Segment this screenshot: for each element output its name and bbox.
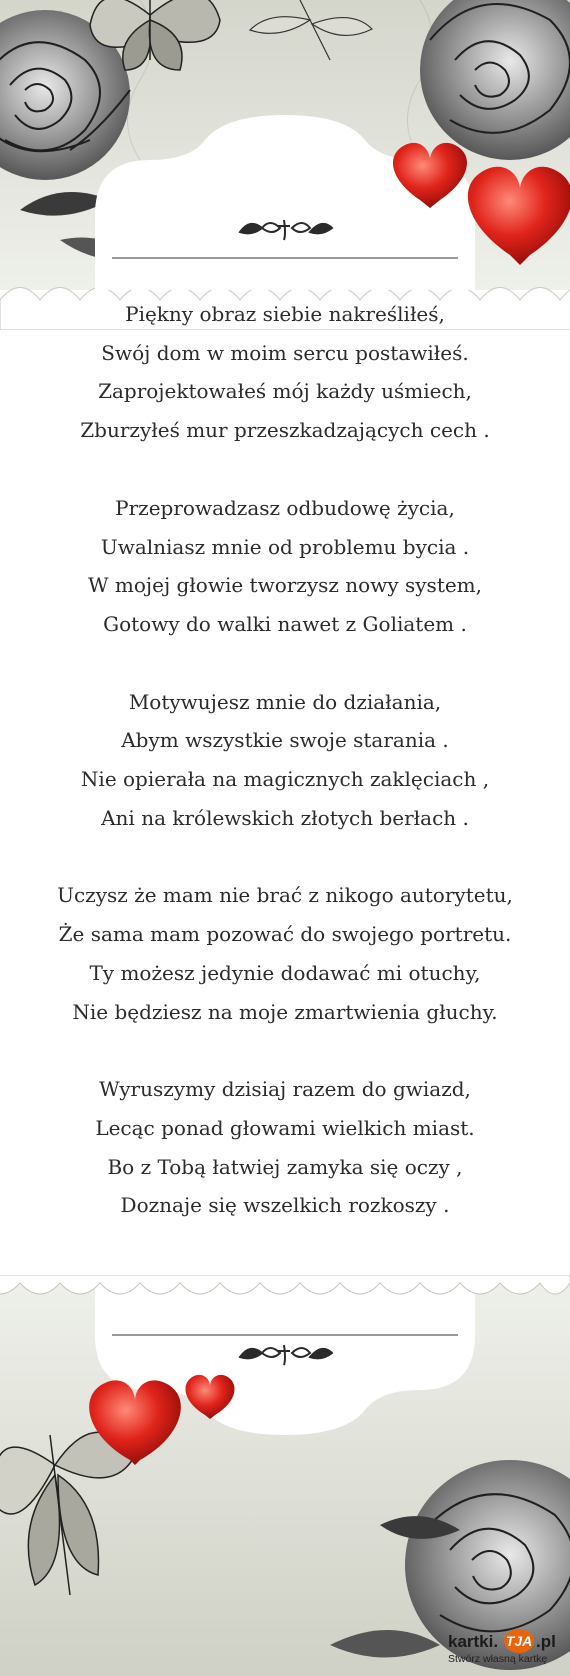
poem-line: Swój dom w moim sercu postawiłeś. (101, 340, 469, 365)
poem-line: Doznaje się wszelkich rozkoszy . (120, 1193, 450, 1218)
top-decoration (0, 0, 570, 330)
poem-line: Piękny obraz siebie nakreśliłeś, (125, 302, 445, 326)
poem-line: Przeprowadzasz odbudowę życia, (115, 495, 455, 520)
poem-line: Gotowy do walki nawet z Goliatem . (103, 611, 467, 636)
poem-line: W mojej głowie tworzysz nowy system, (87, 573, 483, 598)
poem-line: Uwalniasz mnie od problemu bycia . (100, 534, 470, 559)
stanza (0, 1070, 570, 1225)
stanza (0, 489, 570, 644)
poem-line: Uczysz że mam nie brać z nikogo autorytetu, (57, 883, 513, 908)
brand-logo[interactable] (448, 1632, 560, 1668)
poem-line: Lecąc ponad głowami wielkich miast. (95, 1115, 475, 1140)
poem-line: Motywujesz mnie do działania, (128, 689, 442, 714)
bottom-decoration (0, 1275, 570, 1676)
poem (0, 295, 570, 1380)
lace-border-icon (0, 1275, 570, 1294)
poem-line: Zburzyłeś mur przeszkadzających cech . (80, 418, 490, 443)
poem-line: Bo z Tobą łatwiej zamyka się oczy , (107, 1154, 463, 1179)
brand-tld: .pl (536, 1632, 556, 1651)
poem-line: Nie będziesz na moje zmartwienia głuchy. (72, 999, 498, 1024)
poem-line: Zaprojektowałeś mój każdy uśmiech, (98, 379, 472, 404)
poem-line: Ani na królewskich złotych berłach . (101, 805, 469, 830)
brand-tagline: Stwórz własną kartkę (448, 1653, 548, 1665)
poem-line: Że sama mam pozować do swojego portretu. (58, 922, 512, 947)
poem-line: Nie opierała na magicznych zaklęciach , (80, 767, 490, 792)
stanza (0, 876, 570, 1031)
brand-name: kartki. (448, 1632, 499, 1651)
stanza (0, 683, 570, 838)
poem-line: Wyruszymy dzisiaj razem do gwiazd, (99, 1077, 471, 1102)
stanza (0, 295, 570, 450)
poem-line: Ty możesz jedynie dodawać mi otuchy, (89, 960, 481, 985)
brand-badge: TJA (504, 1629, 534, 1653)
poem-line: Abym wszystkie swoje starania . (121, 728, 449, 753)
